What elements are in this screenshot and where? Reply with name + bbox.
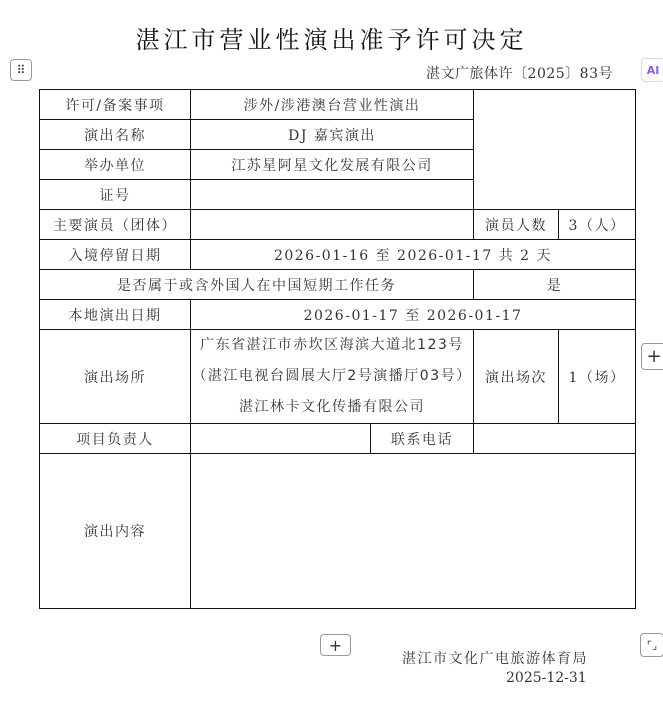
document-number: 湛文广旅体许〔2025〕83号: [426, 66, 613, 82]
contact-phone-label: 联系电话: [371, 424, 474, 454]
project-lead-label: 项目负责人: [40, 424, 191, 454]
show-name-value[interactable]: DJ 嘉宾演出: [191, 120, 474, 150]
license-no-value[interactable]: [191, 180, 474, 210]
content-label: 演出内容: [40, 454, 191, 609]
venue-label: 演出场所: [40, 330, 191, 424]
permit-form-table: [39, 89, 636, 609]
ai-assistant-button[interactable]: AI: [641, 58, 663, 82]
entry-stay-value[interactable]: 2026-01-16 至 2026-01-17 共 2 天: [191, 240, 636, 270]
short-term-work-label: 是否属于或含外国人在中国短期工作任务: [40, 270, 474, 300]
issue-date: 2025-12-31: [506, 670, 587, 686]
permit-item-value[interactable]: 涉外/涉港澳台营业性演出: [191, 90, 474, 120]
short-term-work-value[interactable]: 是: [474, 270, 636, 300]
table-row: [40, 300, 636, 330]
add-row-icon[interactable]: +: [320, 634, 351, 656]
main-performers-label: 主要演员（团体）: [40, 210, 191, 240]
local-dates-label: 本地演出日期: [40, 300, 191, 330]
table-row: [40, 90, 636, 120]
performer-count-value[interactable]: 3（人）: [559, 210, 636, 240]
document-title: 湛江市营业性演出准予许可决定: [135, 26, 528, 54]
contact-phone-value[interactable]: [474, 424, 636, 454]
table-row: [40, 210, 636, 240]
show-name-label: 演出名称: [40, 120, 191, 150]
local-dates-value[interactable]: 2026-01-17 至 2026-01-17: [191, 300, 636, 330]
table-row: [40, 454, 636, 609]
drag-handle-icon[interactable]: ⠿: [10, 59, 32, 81]
permit-item-label: 许可/备案事项: [40, 90, 191, 120]
add-column-icon[interactable]: +: [641, 343, 663, 370]
license-no-label: 证号: [40, 180, 191, 210]
entry-stay-label: 入境停留日期: [40, 240, 191, 270]
table-row: [40, 424, 636, 454]
organizer-value[interactable]: 江苏星阿星文化发展有限公司: [191, 150, 474, 180]
table-row: [40, 270, 636, 300]
issuer-signature: 湛江市文化广电旅游体育局: [402, 651, 588, 667]
resize-icon[interactable]: ⌜⌟: [640, 633, 663, 657]
performer-count-label: 演员人数: [474, 210, 559, 240]
table-row: [40, 240, 636, 270]
main-performers-value[interactable]: [191, 210, 474, 240]
sessions-label: 演出场次: [474, 330, 559, 424]
project-lead-value[interactable]: [191, 424, 371, 454]
sessions-value[interactable]: 1（场）: [559, 330, 636, 424]
organizer-label: 举办单位: [40, 150, 191, 180]
content-value[interactable]: [191, 454, 636, 609]
venue-value[interactable]: 广东省湛江市赤坎区海滨大道北123号（湛江电视台圆展大厅2号演播厅03号）湛江林卡文化传播有限公司: [191, 330, 474, 424]
photo-area: [474, 90, 636, 210]
table-row: [40, 330, 636, 424]
